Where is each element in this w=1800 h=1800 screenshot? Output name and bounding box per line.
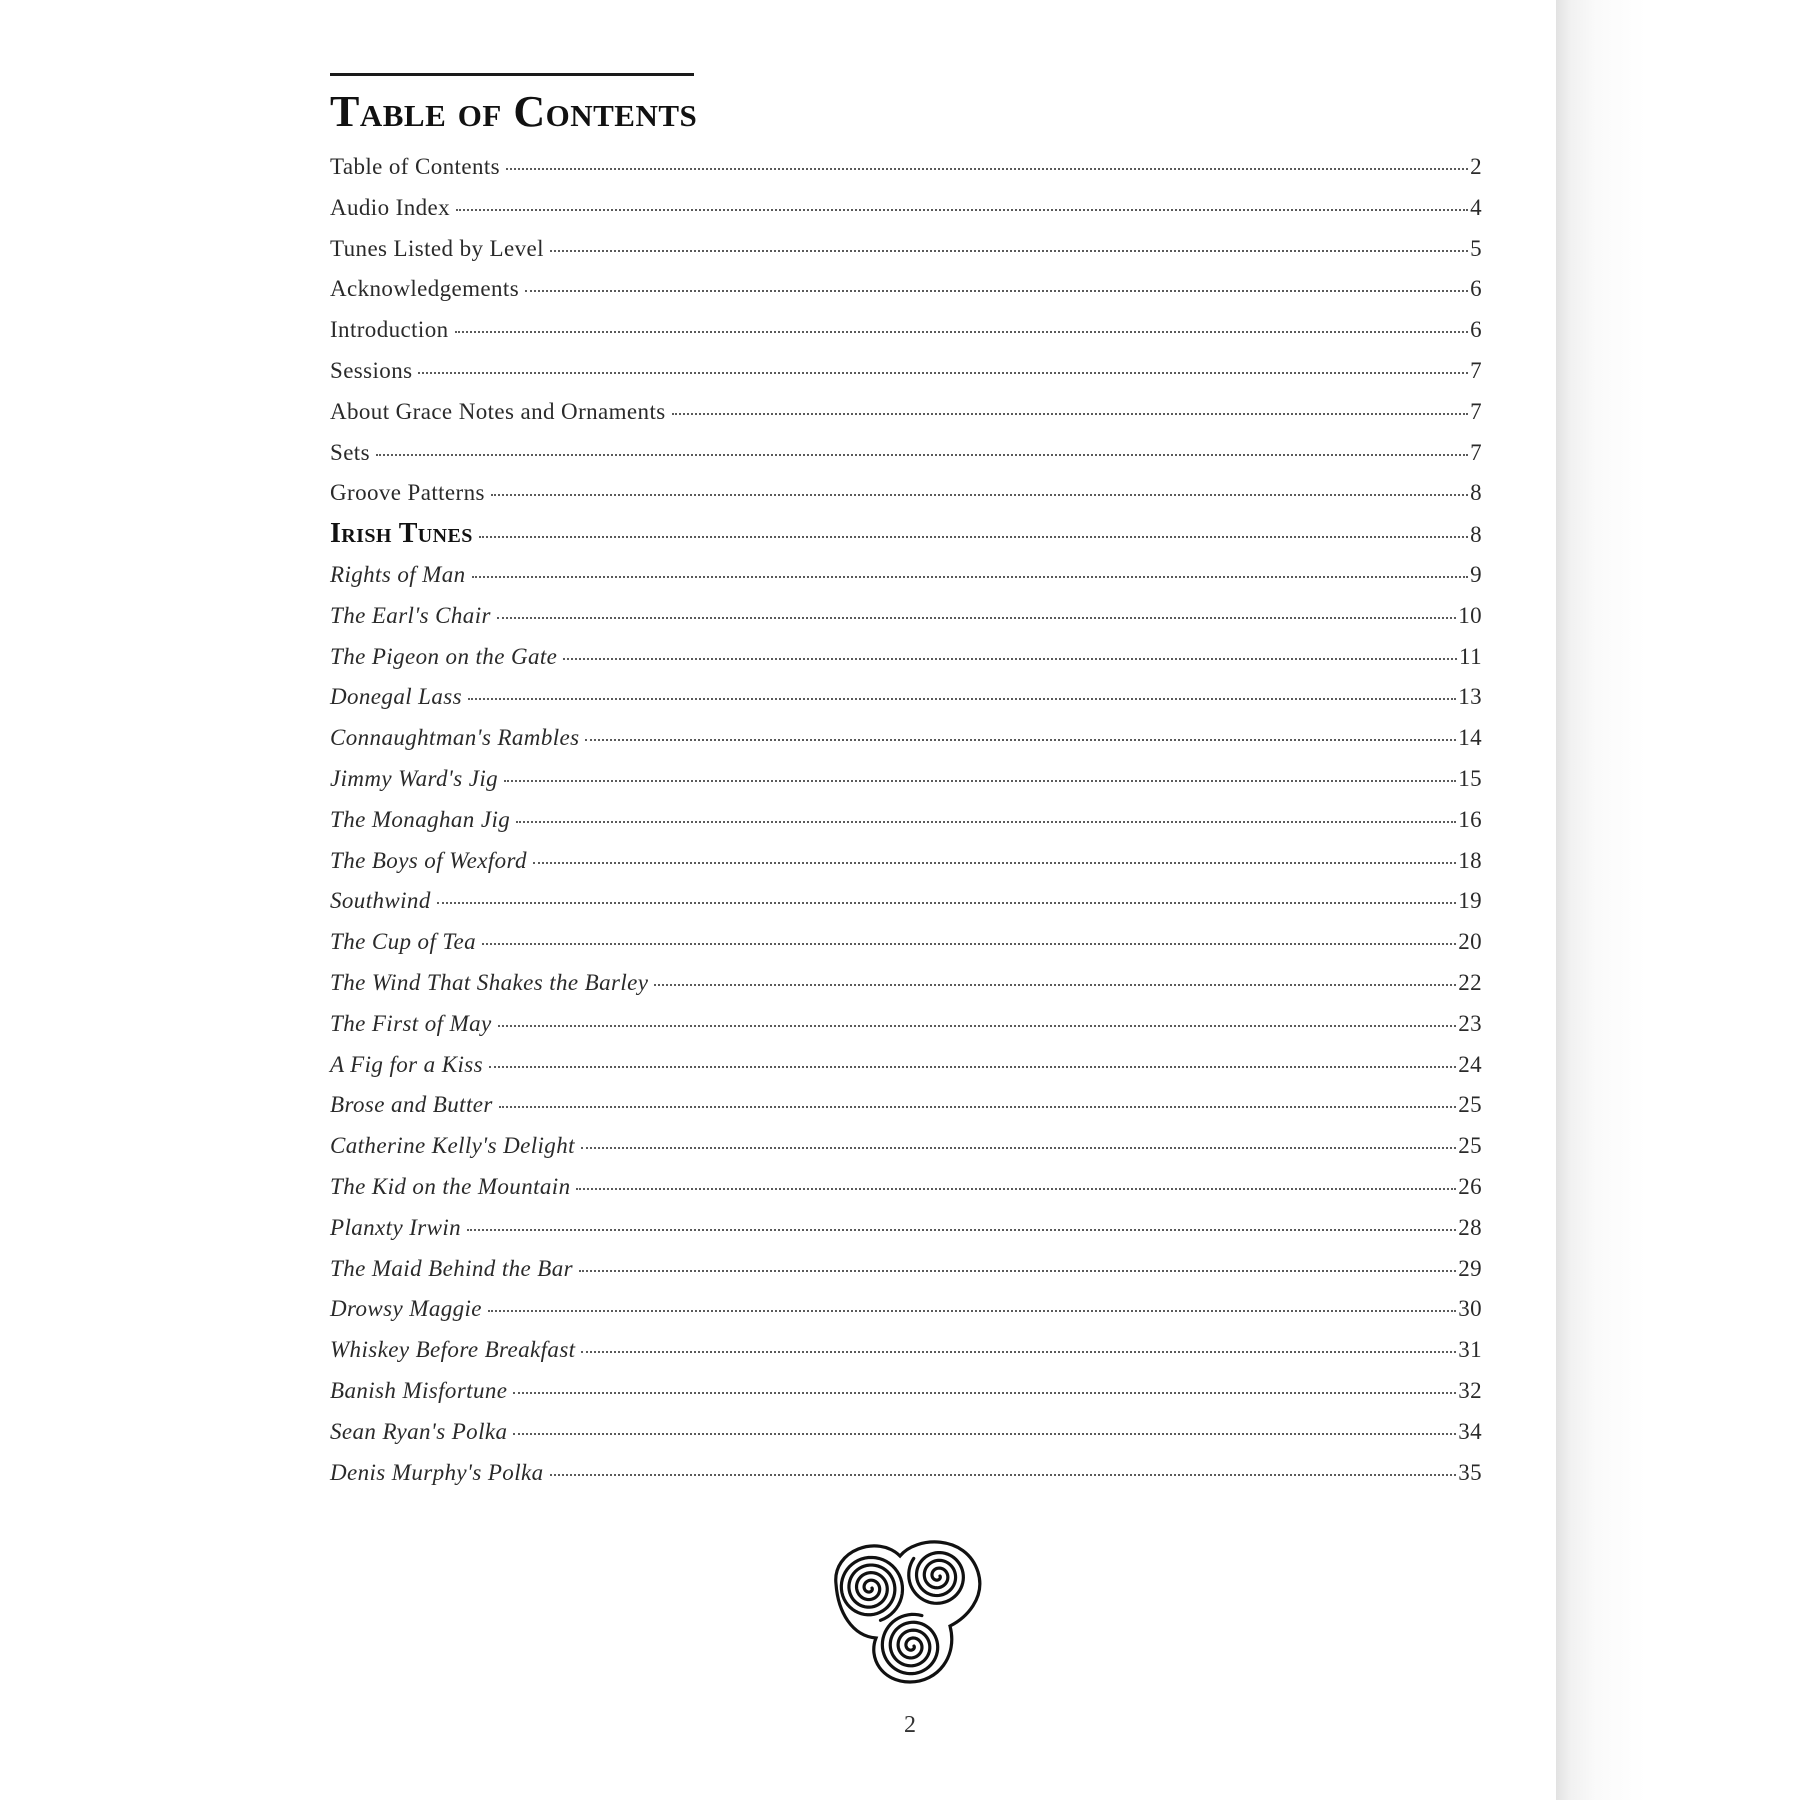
toc-entry [330,153,1482,194]
toc-entry-title: The Kid on the Mountain [330,1173,571,1199]
toc-entry [330,1255,1482,1296]
toc-entry [330,806,1482,847]
dot-leader [654,984,1456,986]
dot-leader [498,1025,1457,1027]
toc-entry [330,1377,1482,1418]
toc-entry [330,1295,1482,1336]
toc-entry-page: 6 [1470,276,1482,302]
toc-entry [330,643,1482,684]
toc-entry [330,439,1482,480]
toc-entry [330,1091,1482,1132]
toc-entry-page: 5 [1470,235,1482,261]
toc-entry-title: The Boys of Wexford [330,847,527,873]
dot-leader [497,617,1456,619]
toc-entry [330,1459,1482,1500]
toc-entry-title: About Grace Notes and Ornaments [330,398,666,424]
toc-entry-page: 30 [1458,1296,1482,1322]
dot-leader [488,1310,1456,1312]
toc-entry-title: The First of May [330,1010,492,1036]
toc-entry-title: A Fig for a Kiss [330,1051,483,1077]
toc-entry-page: 7 [1470,357,1482,383]
toc-entry [330,602,1482,643]
dot-leader [550,1474,1457,1476]
dot-leader [576,1188,1456,1190]
dot-leader [482,943,1456,945]
toc-entry-title: The Wind That Shakes the Barley [330,969,649,995]
dot-leader [579,1270,1456,1272]
toc-entry-page: 14 [1458,725,1482,751]
dot-leader [468,698,1456,700]
toc-entry-page: 11 [1459,643,1482,669]
dot-leader [506,168,1468,170]
toc-entry-page: 2 [1470,154,1482,179]
toc-entry-title: Jimmy Ward's Jig [330,765,499,791]
toc-entry-title: Planxty Irwin [330,1214,462,1240]
toc-entry [330,724,1482,765]
toc-entry-title: Sets [330,439,370,465]
toc-entry [330,357,1482,398]
toc-entry-page: 34 [1458,1418,1482,1444]
toc-entry [330,969,1482,1010]
page-title: Table of Contents [330,87,698,136]
toc-entry-title: The Cup of Tea [330,929,476,955]
toc-entry-title: Introduction [330,317,449,343]
toc-entry [330,1418,1482,1459]
toc-entry-title: Catherine Kelly's Delight [330,1133,575,1159]
dot-leader [513,1392,1456,1394]
toc-entry-page: 25 [1458,1092,1482,1118]
toc-entry-page: 8 [1470,480,1482,506]
toc-entry [330,1051,1482,1092]
dot-leader [418,372,1468,374]
toc-entry-page: 18 [1458,847,1482,873]
toc-entry-page: 9 [1470,561,1482,587]
toc-entry [330,683,1482,724]
toc-entry-title: Brose and Butter [330,1092,493,1118]
toc-entry [330,235,1482,276]
toc-entry [330,887,1482,928]
triple-spiral-icon [826,1528,984,1686]
dot-leader [525,290,1468,292]
toc-entry [330,194,1482,235]
toc-entry-title: Connaughtman's Rambles [330,725,580,751]
toc-entry-page: 28 [1458,1214,1482,1240]
dot-leader [672,413,1469,415]
toc-entry-title: Drowsy Maggie [330,1296,482,1322]
toc-entry-title: Banish Misfortune [330,1377,508,1403]
toc-entry [330,1214,1482,1255]
toc-entry-title: The Earl's Chair [330,602,491,628]
toc-entry [330,398,1482,439]
toc-entry-page: 25 [1458,1133,1482,1159]
toc-entry-title: The Maid Behind the Bar [330,1255,573,1281]
dot-leader [479,536,1468,538]
toc-entry-title: Audio Index [330,194,451,220]
toc-entry-page: 29 [1458,1255,1482,1281]
toc-entry [330,765,1482,806]
page-edge-shadow [1556,0,1800,1800]
toc-entry [330,1010,1482,1051]
toc-entry-title: The Pigeon on the Gate [330,643,558,669]
toc-entry-title: Acknowledgements [330,276,520,302]
toc-entry-page: 7 [1470,439,1482,465]
toc-entry-page: 22 [1458,969,1482,995]
toc-entry [330,847,1482,888]
dot-leader [504,780,1456,782]
dot-leader [513,1433,1456,1435]
dot-leader [467,1229,1456,1231]
toc-entry-page: 16 [1458,806,1482,832]
toc-entry [330,1336,1482,1377]
toc-entry-page: 19 [1458,888,1482,914]
toc-entry-page: 6 [1470,317,1482,343]
toc-entry-title: Sessions [330,357,413,383]
toc-entry-page: 15 [1458,765,1482,791]
dot-leader [489,1066,1456,1068]
toc-entry [330,928,1482,969]
dot-leader [499,1106,1456,1108]
toc-entry-page: 7 [1470,398,1482,424]
toc-entry [330,1173,1482,1214]
toc-entry-title: Denis Murphy's Polka [330,1459,544,1485]
toc-entry-title: Whiskey Before Breakfast [330,1337,576,1363]
toc-entry-page: 24 [1458,1051,1482,1077]
toc-entry-page: 8 [1470,522,1482,548]
toc-entry-title: Irish Tunes [330,518,473,550]
toc-entry-page: 23 [1458,1010,1482,1036]
toc-entry-title: Sean Ryan's Polka [330,1418,508,1444]
dot-leader [376,454,1468,456]
toc-entry-title: Table of Contents [330,154,500,179]
dot-leader [472,576,1469,578]
dot-leader [585,739,1456,741]
dot-leader [581,1147,1456,1149]
toc-entry-page: 20 [1458,929,1482,955]
toc-entry-title: Tunes Listed by Level [330,235,544,261]
toc-entry [330,275,1482,316]
title-rule [330,73,694,76]
toc-list [330,153,1482,1499]
dot-leader [533,862,1456,864]
dot-leader [516,821,1456,823]
toc-entry-title: Groove Patterns [330,480,485,506]
toc-entry [330,479,1482,520]
toc-entry-page: 31 [1458,1337,1482,1363]
dot-leader [455,331,1469,333]
dot-leader [491,494,1468,496]
toc-entry [330,561,1482,602]
dot-leader [437,902,1456,904]
toc-entry [330,1132,1482,1173]
toc-entry [330,316,1482,357]
toc-entry-page: 32 [1458,1377,1482,1403]
dot-leader [456,209,1468,211]
toc-section-heading [330,520,1482,561]
toc-entry-page: 13 [1458,684,1482,710]
dot-leader [581,1351,1456,1353]
toc-entry-title: Donegal Lass [330,684,462,710]
toc-entry-title: The Monaghan Jig [330,806,511,832]
toc-entry-page: 26 [1458,1173,1482,1199]
dot-leader [563,658,1457,660]
toc-entry-title: Southwind [330,888,431,914]
toc-entry-page: 4 [1470,194,1482,220]
page-number: 2 [904,1712,916,1738]
toc-entry-page: 35 [1458,1459,1482,1485]
toc-entry-title: Rights of Man [330,561,466,587]
toc-entry-page: 10 [1458,602,1482,628]
dot-leader [550,250,1468,252]
